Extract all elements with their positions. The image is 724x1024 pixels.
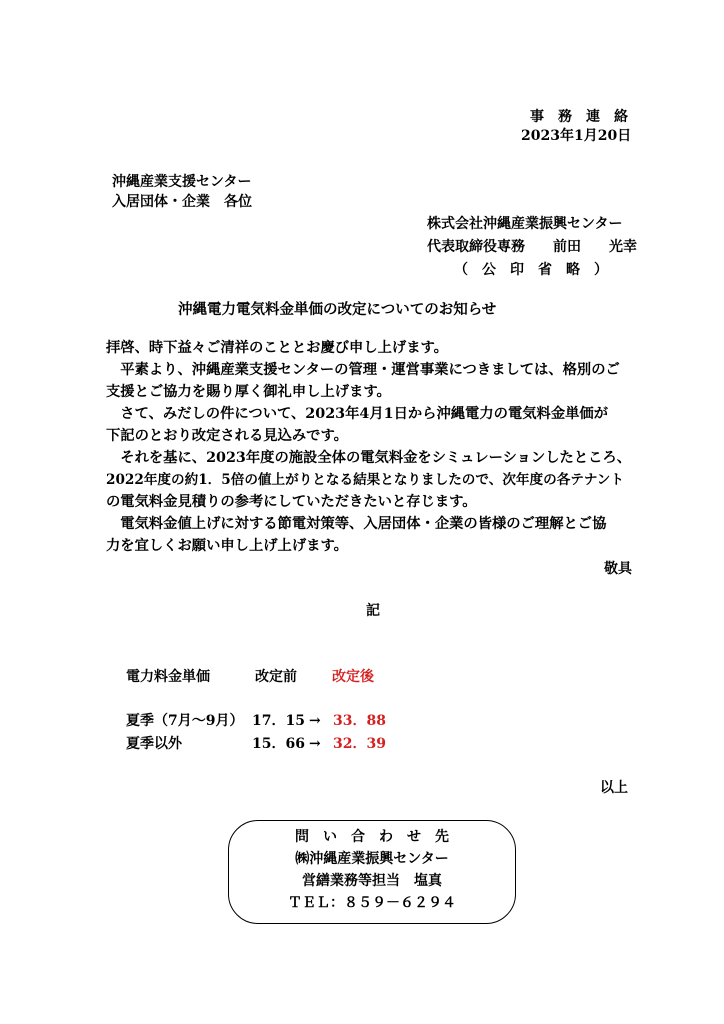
body-line: さて、みだしの件について、2023年4月1日から沖縄電力の電気料金単価が <box>106 406 609 422</box>
sender-company: 株式会社沖縄産業振興センター <box>427 216 623 232</box>
body-line: 支援とご協力を賜り厚く御礼申し上げます。 <box>106 384 391 400</box>
rate-row-after: 32．39 <box>333 736 386 752</box>
body-line: 平素より、沖縄産業支援センターの管理・運営事業につきましては、格別のご <box>106 362 620 378</box>
document-date: 2023年1月20日 <box>521 128 632 144</box>
closing-ijou: 以上 <box>600 780 628 796</box>
rate-header-before: 改定前 <box>255 669 297 685</box>
rate-header-label: 電力料金単価 <box>126 669 210 685</box>
contact-heading: 問 い 合 わ せ 先 <box>295 829 449 845</box>
body-line: 電気料金値上げに対する節電対策等、入居団体・企業の皆様のご理解とご協 <box>106 516 607 532</box>
contact-department: 営繕業務等担当 塩真 <box>302 873 442 889</box>
body-line: の電気料金見積りの参考にしていただきたいと存じます。 <box>106 494 477 510</box>
rate-row-label: 夏季以外 <box>126 736 182 752</box>
closing-keigu: 敬具 <box>604 561 632 577</box>
arrow-right-icon: → <box>309 713 321 729</box>
arrow-right-icon: → <box>309 736 321 752</box>
rate-row-label: 夏季（7月～9月） <box>126 713 244 729</box>
body-line: それを基に、2023年度の施設全体の電気料金をシミュレーションしたところ、 <box>106 450 632 466</box>
contact-box <box>228 820 516 924</box>
body-line: 下記のとおり改定される見込みです。 <box>106 428 348 444</box>
contact-telephone: ＴＥＬ：８５９－６２９４ <box>288 895 456 911</box>
recipient-line-2: 入居団体・企業 各位 <box>112 194 252 210</box>
document-title: 沖縄電力電気料金単価の改定についてのお知らせ <box>178 301 497 318</box>
rate-header-after: 改定後 <box>332 669 374 685</box>
document-type: 事 務 連 絡 <box>530 109 628 125</box>
rate-row-before: 15．66 <box>252 736 305 752</box>
official-seal-omitted: （ 公 印 省 略 ） <box>454 262 608 278</box>
body-line: 力を宜しくお願い申し上げ上げます。 <box>106 538 348 554</box>
rate-row-before: 17．15 <box>252 713 305 729</box>
rate-row-after: 33．88 <box>333 713 386 729</box>
recipient-line-1: 沖縄産業支援センター <box>112 174 252 190</box>
ki-heading: 記 <box>366 603 380 619</box>
body-line: 拝啓、時下益々ご清祥のこととお慶び申し上げます。 <box>106 340 448 356</box>
sender-title-name: 代表取締役専務 前田 光幸 <box>427 239 637 255</box>
body-line: 2022年度の約1．5倍の値上がりとなる結果となりましたので、次年度の各テナント <box>106 472 624 488</box>
contact-organization: ㈱沖縄産業振興センター <box>295 851 449 867</box>
